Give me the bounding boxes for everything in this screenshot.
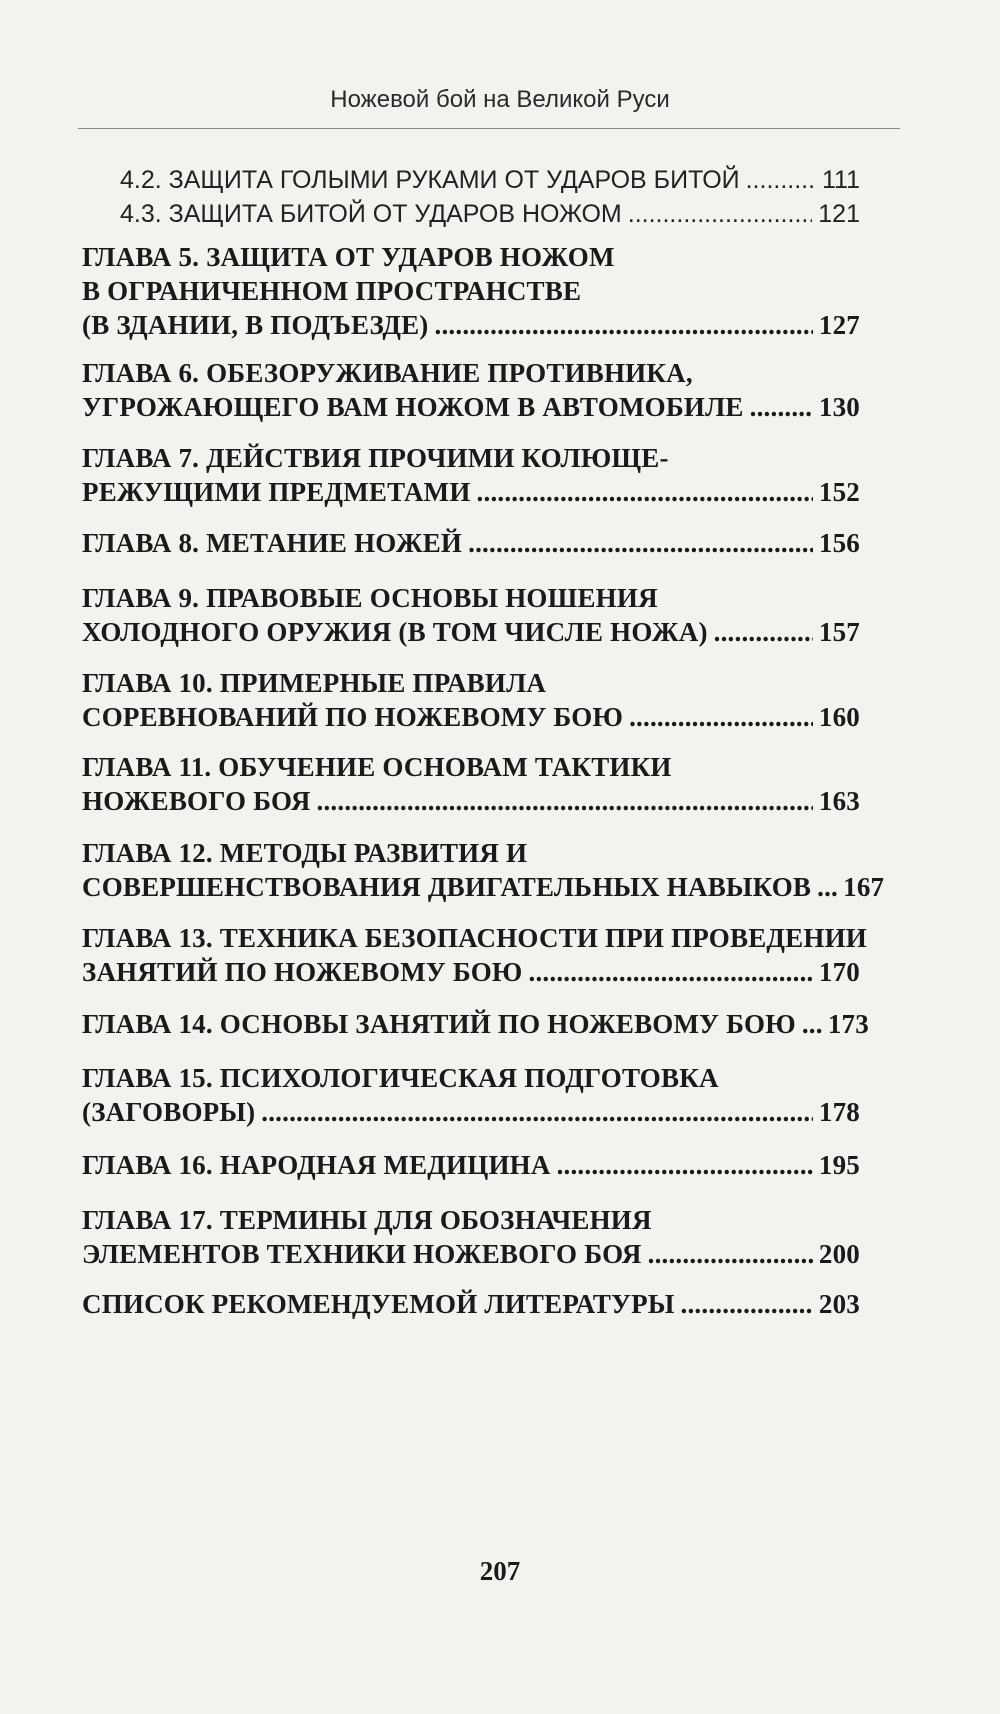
toc-chapter-line: УГРОЖАЮЩЕГО ВАМ НОЖОМ В АВТОМОБИЛЕ — [82, 392, 744, 422]
toc-chapter-line: СПИСОК РЕКОМЕНДУЕМОЙ ЛИТЕРАТУРЫ — [82, 1289, 675, 1319]
toc-entry-page: 121 — [818, 200, 860, 228]
toc-chapter-line: НОЖЕВОГО БОЯ — [82, 786, 311, 816]
dot-leader — [529, 955, 813, 989]
dot-leader — [681, 1287, 813, 1321]
dot-leader — [628, 197, 813, 231]
toc-entry-page: 203 — [818, 1289, 860, 1319]
toc-chapter-5 — [82, 240, 860, 342]
toc-entry-page: 170 — [818, 957, 860, 987]
dot-leader — [817, 870, 837, 904]
toc-entry-title: 4.3. ЗАЩИТА БИТОЙ ОТ УДАРОВ НОЖОМ — [120, 200, 622, 228]
toc-entry-page: 195 — [818, 1150, 860, 1180]
toc-chapter-line: ГЛАВА 12. МЕТОДЫ РАЗВИТИЯ И — [82, 838, 528, 868]
toc-chapter-line: ГЛАВА 11. ОБУЧЕНИЕ ОСНОВАМ ТАКТИКИ — [82, 752, 672, 782]
toc-chapter-line: В ОГРАНИЧЕННОМ ПРОСТРАНСТВЕ — [82, 276, 582, 306]
toc-chapter-line: (ЗАГОВОРЫ) — [82, 1097, 256, 1127]
dot-leader — [802, 1007, 822, 1041]
dot-leader — [629, 700, 813, 734]
toc-chapter-line: ГЛАВА 6. ОБЕЗОРУЖИВАНИЕ ПРОТИВНИКА, — [82, 358, 693, 388]
toc-chapter-14 — [82, 1007, 869, 1041]
dot-leader — [317, 784, 813, 818]
toc-chapter-13 — [82, 921, 867, 989]
toc-chapter-6 — [82, 356, 860, 424]
toc-bibliography — [82, 1287, 860, 1321]
toc-entry-page: 163 — [818, 786, 860, 816]
toc-chapter-line: ГЛАВА 14. ОСНОВЫ ЗАНЯТИЙ ПО НОЖЕВОМУ БОЮ — [82, 1009, 796, 1039]
toc-chapter-line: ГЛАВА 10. ПРИМЕРНЫЕ ПРАВИЛА — [82, 668, 547, 698]
toc-entry-page: 111 — [821, 166, 860, 194]
dot-leader — [750, 390, 813, 424]
toc-chapter-line: (В ЗДАНИИ, В ПОДЪЕЗДЕ) — [82, 310, 429, 340]
toc-chapter-10 — [82, 666, 860, 734]
running-header: Ножевой бой на Великой Руси — [330, 86, 670, 113]
dot-leader — [746, 163, 816, 197]
toc-chapter-line: ГЛАВА 8. МЕТАНИЕ НОЖЕЙ — [82, 528, 463, 558]
toc-chapter-line: ГЛАВА 16. НАРОДНАЯ МЕДИЦИНА — [82, 1150, 551, 1180]
toc-entry-page: 157 — [818, 617, 860, 647]
toc-chapter-line: СОВЕРШЕНСТВОВАНИЯ ДВИГАТЕЛЬНЫХ НАВЫКОВ — [82, 872, 812, 902]
dot-leader — [435, 308, 813, 342]
header-rule — [78, 128, 900, 129]
toc-entry-page: 167 — [843, 872, 885, 902]
toc-chapter-12 — [82, 836, 885, 904]
toc-chapter-line: ГЛАВА 13. ТЕХНИКА БЕЗОПАСНОСТИ ПРИ ПРОВЕДЕНИИ — [82, 923, 867, 953]
toc-chapter-8 — [82, 526, 860, 560]
dot-leader — [261, 1095, 813, 1129]
toc-chapter-16 — [82, 1148, 860, 1182]
toc-entry-page: 200 — [818, 1239, 860, 1269]
dot-leader — [557, 1148, 813, 1182]
dot-leader — [714, 615, 813, 649]
toc-entry-page: 160 — [818, 702, 860, 732]
toc-chapter-7 — [82, 441, 860, 509]
toc-chapter-17 — [82, 1203, 860, 1271]
toc-entry-page: 156 — [818, 528, 860, 558]
toc-subsection-4-3 — [120, 197, 860, 231]
page-number: 207 — [479, 1556, 521, 1586]
dot-leader — [648, 1237, 813, 1271]
toc-entry-page: 130 — [818, 392, 860, 422]
toc-chapter-line: ЭЛЕМЕНТОВ ТЕХНИКИ НОЖЕВОГО БОЯ — [82, 1239, 642, 1269]
toc-chapter-line: ГЛАВА 9. ПРАВОВЫЕ ОСНОВЫ НОШЕНИЯ — [82, 583, 658, 613]
toc-chapter-line: ГЛАВА 5. ЗАЩИТА ОТ УДАРОВ НОЖОМ — [82, 242, 615, 272]
toc-chapter-line: РЕЖУЩИМИ ПРЕДМЕТАМИ — [82, 477, 471, 507]
toc-entry-page: 152 — [818, 477, 860, 507]
dot-leader — [477, 475, 813, 509]
toc-subsection-4-2 — [120, 163, 860, 197]
toc-chapter-line: ГЛАВА 15. ПСИХОЛОГИЧЕСКАЯ ПОДГОТОВКА — [82, 1063, 719, 1093]
toc-entry-page: 173 — [827, 1009, 869, 1039]
toc-chapter-line: ГЛАВА 7. ДЕЙСТВИЯ ПРОЧИМИ КОЛЮЩЕ- — [82, 443, 669, 473]
toc-chapter-line: ГЛАВА 17. ТЕРМИНЫ ДЛЯ ОБОЗНАЧЕНИЯ — [82, 1205, 652, 1235]
toc-chapter-line: ХОЛОДНОГО ОРУЖИЯ (В ТОМ ЧИСЛЕ НОЖА) — [82, 617, 708, 647]
toc-chapter-line: ЗАНЯТИЙ ПО НОЖЕВОМУ БОЮ — [82, 957, 523, 987]
toc-chapter-15 — [82, 1061, 860, 1129]
toc-chapter-11 — [82, 750, 860, 818]
toc-entry-page: 127 — [818, 310, 860, 340]
toc-entry-title: 4.2. ЗАЩИТА ГОЛЫМИ РУКАМИ ОТ УДАРОВ БИТОЙ — [120, 166, 740, 194]
dot-leader — [468, 526, 813, 560]
toc-chapter-line: СОРЕВНОВАНИЙ ПО НОЖЕВОМУ БОЮ — [82, 702, 624, 732]
toc-entry-page: 178 — [818, 1097, 860, 1127]
toc-chapter-9 — [82, 581, 860, 649]
